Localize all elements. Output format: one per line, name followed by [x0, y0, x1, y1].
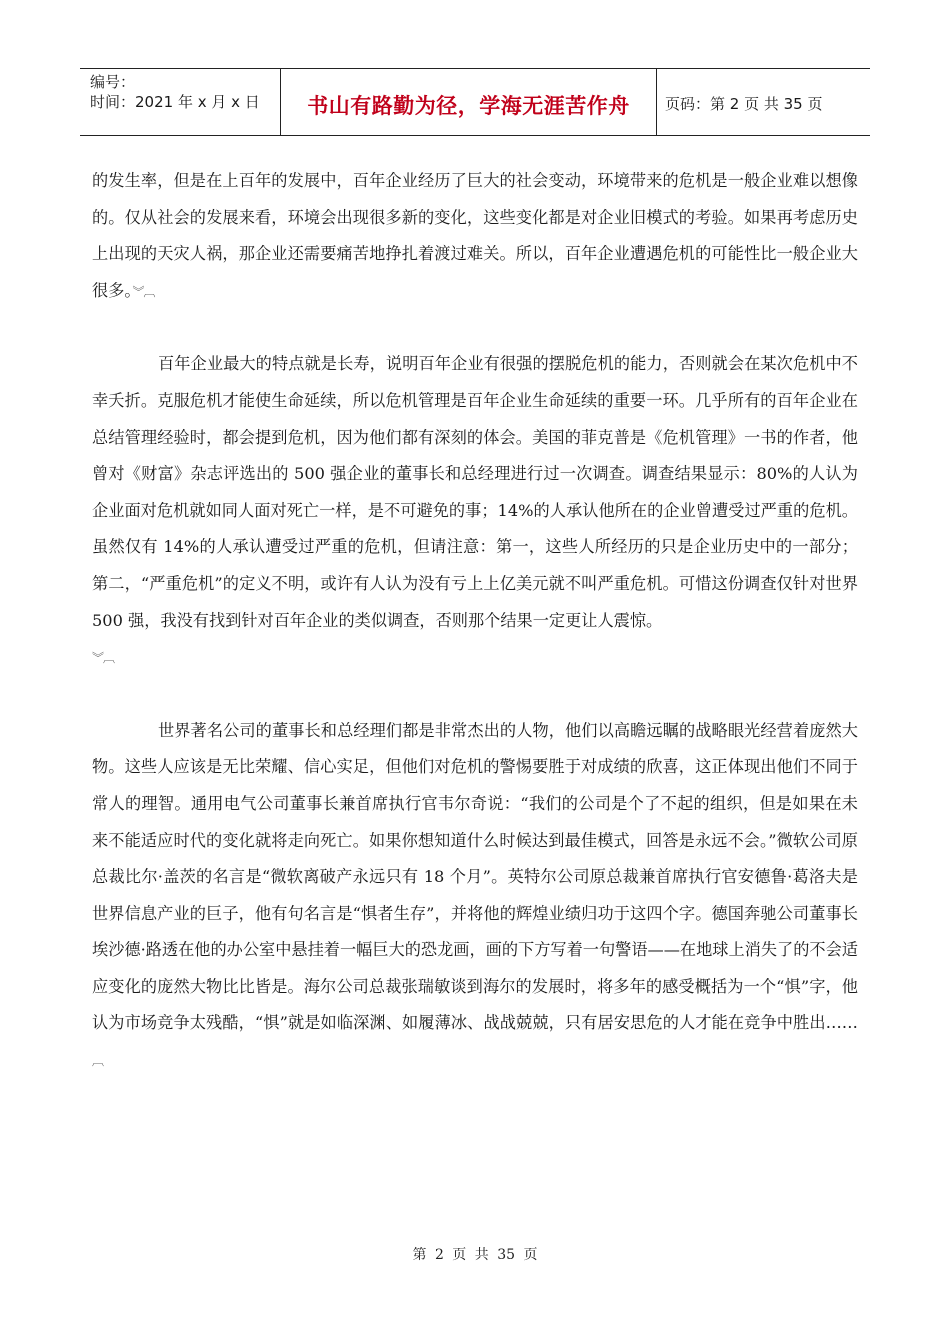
paragraph-3 [92, 713, 858, 1080]
page-header [80, 68, 870, 136]
code-label: 编号： [90, 73, 136, 91]
header-meta [80, 69, 281, 135]
header-motto: 书山有路勤为径，学海无涯苦作舟 [281, 69, 657, 135]
paragraph-text: 百年企业最大的特点就是长寿，说明百年企业有很强的摆脱危机的能力，否则就会在某次危机中不幸夭折。克服危机才能使生命延续，所以危机管理是百年企业生命延续的重要一环。几乎所有的百年企业在总结管理经验时，都会提到危机，因为他们都有深刻的体会。美国的菲克普是《危机管理》一书的作者，他曾对《财富》杂志评选出的 500 强企业的董事长和总经理进行过一次调查。调查结果显示：80%的人认为企业面对危机就如同人面对死亡一样，是不可避免的事；14%的人承认他所在的企业曾遭受过严重的危机。虽然仅有 14%的人承认遭受过严重的危机，但请注意：第一，这些人所经历的只是企业历史中的一部分；第二，“严重危机”的定义不明，或许有人认为没有亏上上亿美元就不叫严重危机。可惜这份调查仅针对世界 500 强，我没有找到针对百年企业的类似调查，否则那个结果一定更让人震惊。 [92, 354, 858, 630]
paragraph-mark: ︾︹ [132, 284, 155, 299]
time-label: 时间：2021 年 x 月 x 日 [90, 93, 260, 111]
paragraph-text: 世界著名公司的董事长和总经理们都是非常杰出的人物，他们以高瞻远瞩的战略眼光经营着庞然大物。这些人应该是无比荣耀、信心实足，但他们对危机的警惕要胜于对成绩的欣喜，这正体现出他们不同于常人的理智。通用电气公司董事长兼首席执行官韦尔奇说：“我们的公司是个了不起的组织，但是如果在未来不能适应时代的变化就将走向死亡。如果你想知道什么时候达到最佳模式，回答是永远不会。”微软公司原总裁比尔·盖茨的名言是“微软离破产永远只有 18 个月”。英特尔公司原总裁兼首席执行官安德鲁·葛洛夫是世界信息产业的巨子，他有句名言是“惧者生存”，并将他的辉煌业绩归功于这四个字。德国奔驰公司董事长埃沙德·路透在他的办公室中悬挂着一幅巨大的恐龙画，画的下方写着一句警语——在地球上消失了的不会适应变化的庞然大物比比皆是。海尔公司总裁张瑞敏谈到海尔的发展时，将多年的感受概括为一个“惧”字，他认为市场竞争太残酷，“惧”就是如临深渊、如履薄冰、战战兢兢，只有居安思危的人才能在竞争中胜出…… [92, 720, 858, 1033]
paragraph-text: 的发生率，但是在上百年的发展中，百年企业经历了巨大的社会变动，环境带来的危机是一般企业难以想像的。仅从社会的发展来看，环境会出现很多新的变化，这些变化都是对企业旧模式的考验。如果再考虑历史上出现的天灾人祸，那企业还需要痛苦地挣扎着渡过难关。所以，百年企业遭遇危机的可能性比一般企业大很多。 [92, 171, 858, 300]
paragraph-mark: ︾︹ [92, 651, 115, 666]
page-footer: 第 2 页 共 35 页 [412, 1247, 538, 1263]
paragraph-gap [92, 310, 858, 346]
header-page-info: 页码：第 2 页 共 35 页 [665, 94, 823, 113]
paragraph-gap [92, 677, 858, 713]
paragraph-mark: ︹ [92, 1054, 104, 1069]
document-body [92, 163, 858, 1080]
paragraph-1 [92, 163, 858, 310]
paragraph-2 [92, 346, 858, 676]
